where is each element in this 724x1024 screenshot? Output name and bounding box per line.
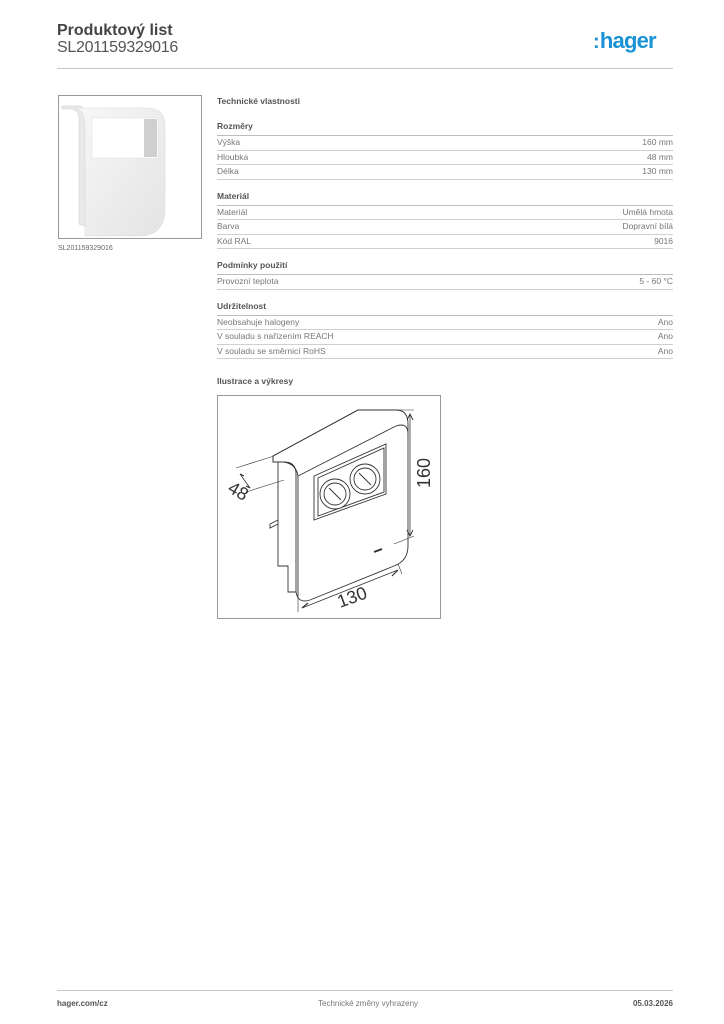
spec-label: Provozní teplota xyxy=(217,276,279,286)
spec-value: Ano xyxy=(657,345,673,356)
spec-value: Ano xyxy=(657,331,673,341)
product-code: SL201159329016 xyxy=(57,39,178,56)
dimension-length-label: 130 xyxy=(334,582,370,612)
spec-label: Délka xyxy=(217,166,239,176)
spec-row xyxy=(217,345,673,360)
spec-value: Ano xyxy=(657,316,673,327)
spec-row xyxy=(217,165,673,180)
spec-group-conditions xyxy=(217,260,673,290)
product-image xyxy=(58,95,202,239)
spec-value: Umělá hmota xyxy=(622,206,673,217)
spec-label: Barva xyxy=(217,221,240,231)
logo-colon-icon: : xyxy=(593,31,599,53)
spec-label: Materiál xyxy=(217,206,248,217)
spec-row xyxy=(217,220,673,235)
spec-group-material xyxy=(217,191,673,250)
spec-group-dimensions xyxy=(217,121,673,180)
spec-label: Neobsahuje halogeny xyxy=(217,316,300,327)
footer-date: 05.03.2026 xyxy=(632,999,673,1008)
spec-value: 5 - 60 °C xyxy=(639,276,673,286)
spec-label: Výška xyxy=(217,137,241,147)
dimension-depth-label: 48 xyxy=(224,477,252,505)
spec-label: V souladu se směrnicí RoHS xyxy=(217,345,326,356)
footer-divider xyxy=(57,990,673,991)
technical-specs xyxy=(217,96,673,370)
footer-website-link[interactable]: hager.com/cz xyxy=(57,999,108,1008)
dimension-height-label: 160 xyxy=(414,457,434,488)
spec-label: V souladu s nařízením REACH xyxy=(217,331,334,341)
spec-row xyxy=(217,316,673,331)
footer-notice: Technické změny vyhrazeny xyxy=(318,999,419,1008)
specs-title: Technické vlastnosti xyxy=(217,96,300,106)
spec-row xyxy=(217,235,673,250)
spec-label: Kód RAL xyxy=(217,235,252,246)
spec-group-title: Udržitelnost xyxy=(217,301,673,316)
spec-row xyxy=(217,151,673,166)
spec-group-title: Materiál xyxy=(217,191,673,206)
spec-value: Dopravní bílá xyxy=(622,221,673,231)
spec-value: 130 mm xyxy=(642,166,673,176)
hager-logo xyxy=(593,28,656,54)
logo-text: hager xyxy=(599,28,656,53)
spec-value: 160 mm xyxy=(642,137,673,147)
product-photo-icon xyxy=(59,96,201,238)
technical-drawing xyxy=(217,395,441,619)
spec-row xyxy=(217,275,673,290)
spec-label: Hloubka xyxy=(217,151,249,162)
dimension-drawing-icon xyxy=(218,396,440,618)
spec-group-title: Podmínky použití xyxy=(217,260,673,275)
header-divider xyxy=(57,68,673,69)
spec-value: 48 mm xyxy=(647,151,673,162)
page-title: Produktový list xyxy=(57,22,173,39)
spec-group-sustainability xyxy=(217,301,673,360)
product-image-caption: SL201159329016 xyxy=(58,245,113,252)
spec-row xyxy=(217,136,673,151)
spec-row xyxy=(217,206,673,221)
spec-group-title: Rozměry xyxy=(217,121,673,136)
illustration-title: Ilustrace a výkresy xyxy=(217,376,294,386)
spec-value: 9016 xyxy=(654,235,673,246)
spec-row xyxy=(217,330,673,345)
